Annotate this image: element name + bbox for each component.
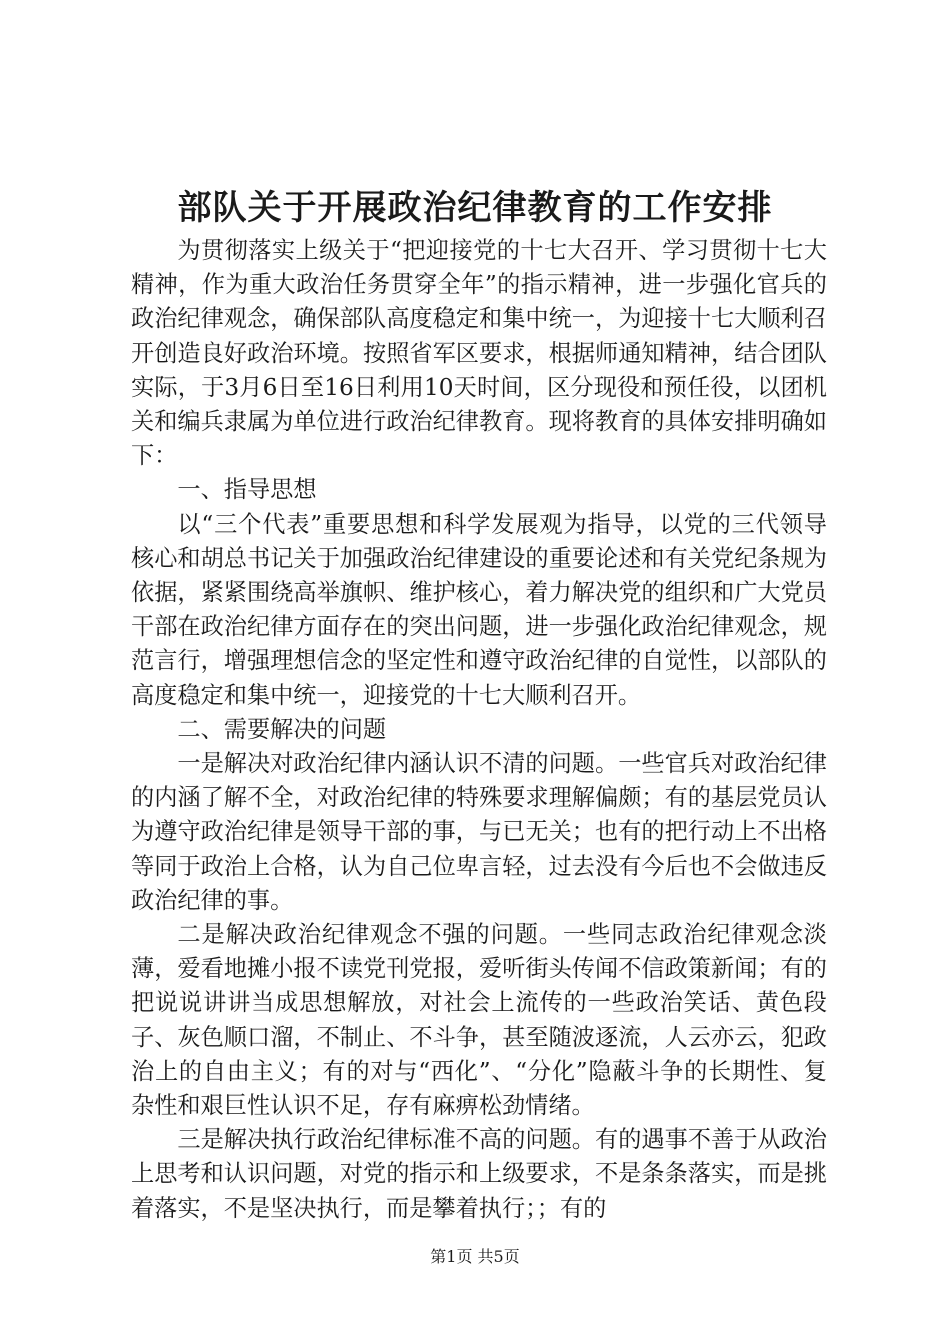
section-heading-guiding-ideology: 一、指导思想	[177, 476, 317, 504]
page-number-footer: 第1页 共5页	[430, 1247, 520, 1266]
paragraph-problem-two: 二是解决政治纪律观念不强的问题。一些同志政治纪律观念淡薄，爱看地摊小报不读党刊党报，爱听街头传闻不信政策新闻；有的把说说讲讲当成思想解放，对社会上流传的一些政治笑话、黄色段子、灰色顺口溜，不制止、不斗争，甚至随波逐流，人云亦云，犯政治上的自由主义；有的对与“西化”、“分化”隐蔽斗争的长期性、复杂性和艰巨性认识不足，存有麻痹松劲情绪。	[131, 921, 827, 1120]
paragraph-problem-one: 一是解决对政治纪律内涵认识不清的问题。一些官兵对政治纪律的内涵了解不全，对政治纪律的特殊要求理解偏颇；有的基层党员认为遵守政治纪律是领导干部的事，与已无关；也有的把行动上不出格等同于政治上合格，认为自己位卑言轻，过去没有今后也不会做违反政治纪律的事。	[131, 750, 827, 914]
paragraph-guiding-ideology: 以“三个代表”重要思想和科学发展观为指导，以党的三代领导核心和胡总书记关于加强政治纪律建设的重要论述和有关党纪条规为依据，紧紧围绕高举旗帜、维护核心，着力解决党的组织和广大党员干部在政治纪律方面存在的突出问题，进一步强化政治纪律观念，规范言行，增强理想信念的坚定性和遵守政治纪律的自觉性，以部队的高度稳定和集中统一，迎接党的十七大顺利召开。	[131, 510, 827, 709]
document-body	[131, 234, 827, 1226]
paragraph-intro: 为贯彻落实上级关于“把迎接党的十七大召开、学习贯彻十七大精神，作为重大政治任务贯穿全年”的指示精神，进一步强化官兵的政治纪律观念，确保部队高度稳定和集中统一，为迎接十七大顺利召开创造良好政治环境。按照省军区要求，根据师通知精神，结合团队实际，于3月6日至16日利用10天时间，区分现役和预任役，以团机关和编兵隶属为单位进行政治纪律教育。现将教育的具体安排明确如下：	[131, 237, 827, 470]
document-title: 部队关于开展政治纪律教育的工作安排	[177, 188, 773, 228]
section-heading-problems: 二、需要解决的问题	[177, 715, 387, 743]
paragraph-problem-three: 三是解决执行政治纪律标准不高的问题。有的遇事不善于从政治上思考和认识问题，对党的指示和上级要求，不是条条落实，而是挑着落实，不是坚决执行，而是攀着执行；；有的	[131, 1126, 827, 1222]
